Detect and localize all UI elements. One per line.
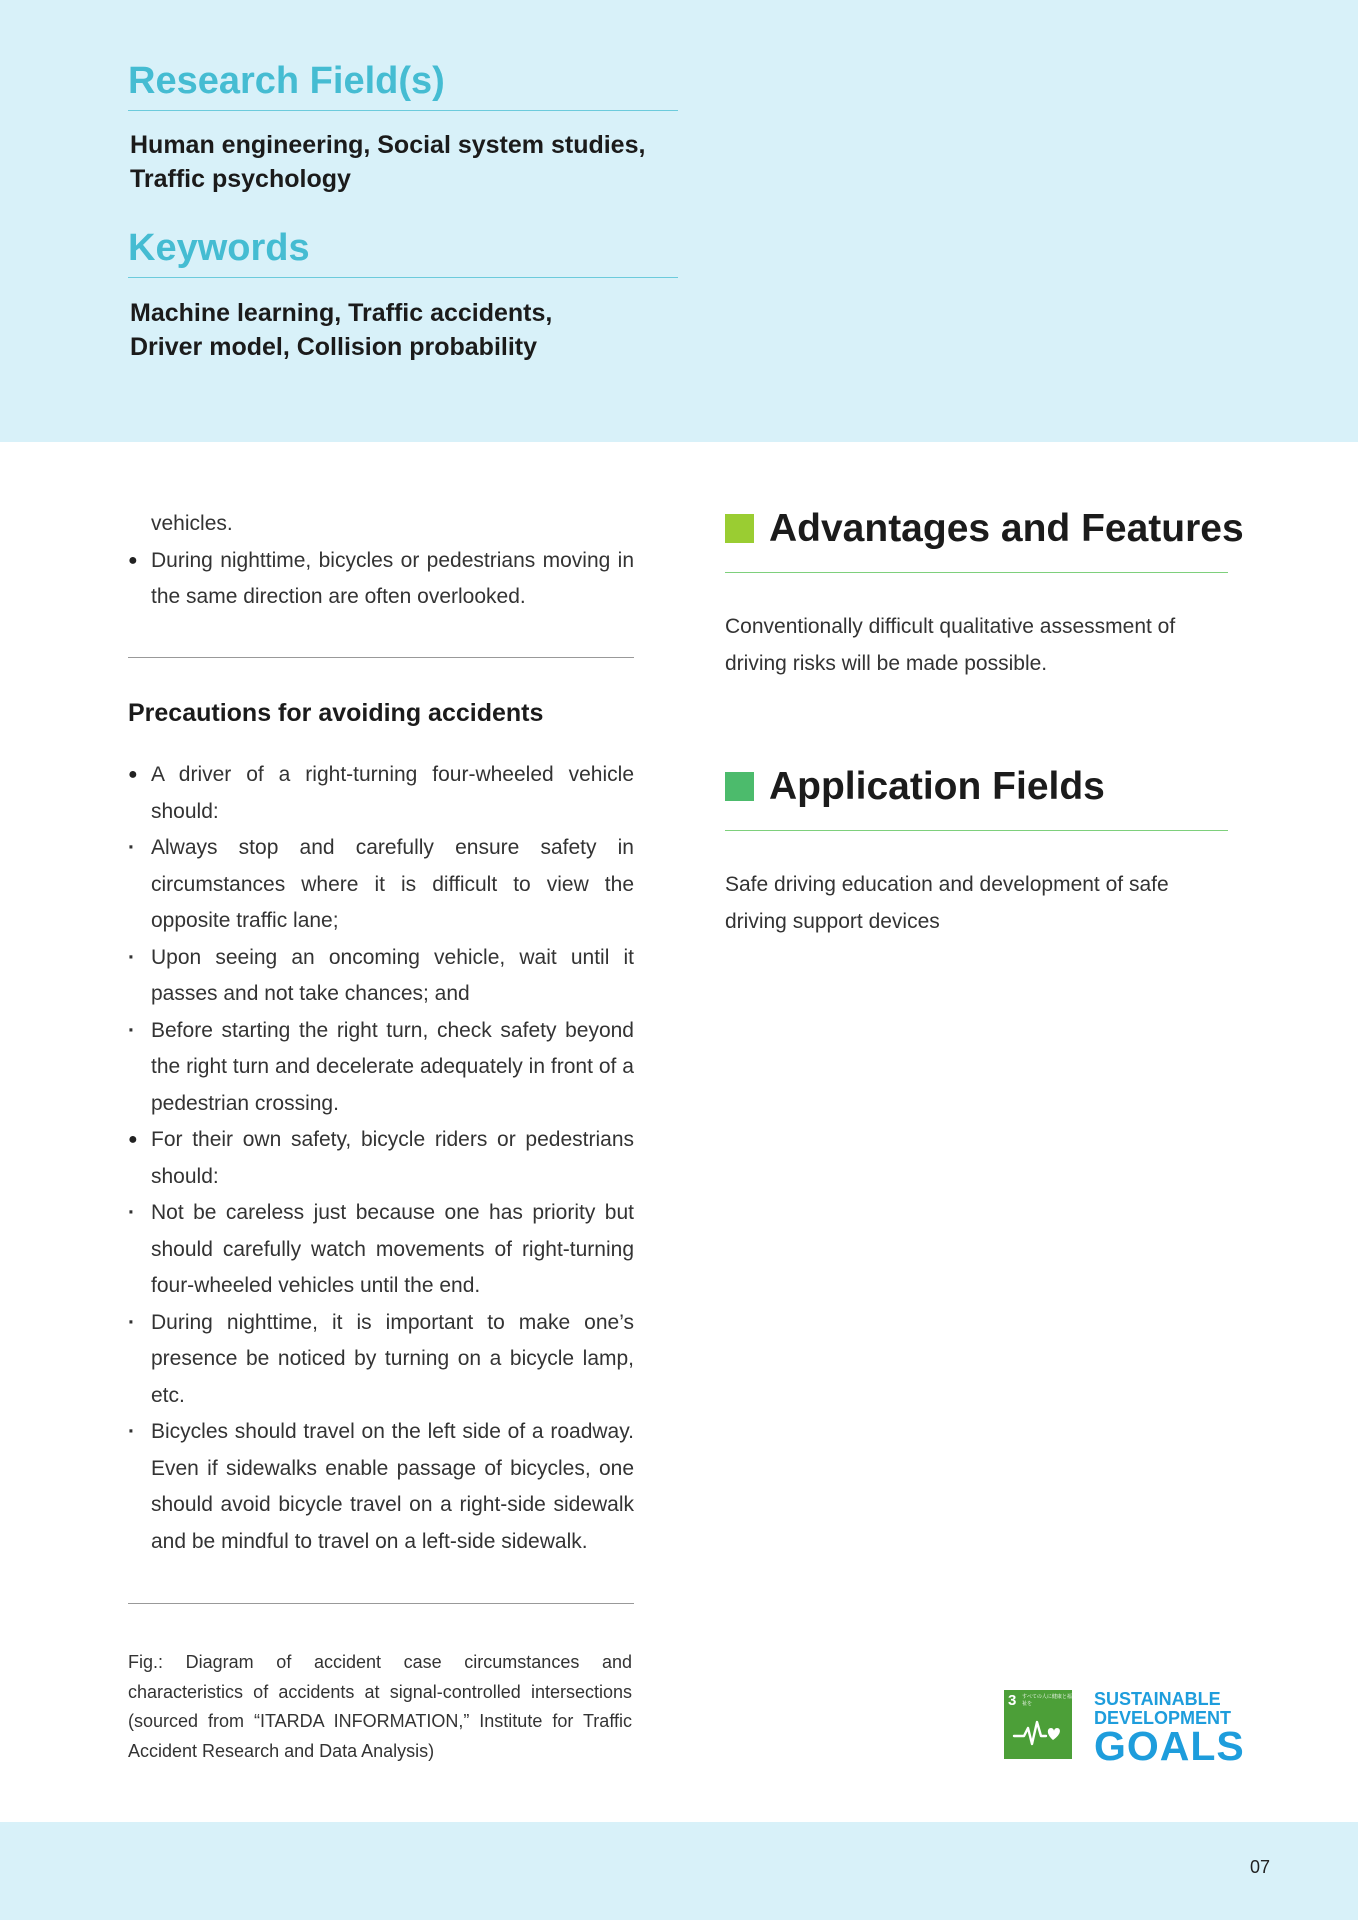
precautions-heading: Precautions for avoiding accidents (128, 699, 544, 727)
sdg-line-1: SUSTAINABLE (1094, 1689, 1221, 1709)
applications-rule (725, 830, 1228, 831)
page-number: 07 (1250, 1857, 1271, 1877)
research-fields-line: Traffic psychology (130, 165, 351, 193)
heartbeat-icon (1012, 1716, 1064, 1748)
footer-band (0, 1822, 1358, 1920)
sdg-goal-label: すべての人に健康と福祉を (1022, 1694, 1072, 1707)
advantages-heading: Advantages and Features (769, 507, 1244, 550)
keywords-text (130, 296, 690, 364)
precaution-item: · Not be careless just because one has priority but should carefully watch movements of right-turning four-wheeled vehicles until the end. (128, 1195, 634, 1305)
divider (128, 657, 634, 658)
applications-section-header (725, 758, 1228, 818)
precaution-group-cyclists: ● For their own safety, bicycle riders or pedestrians should: (128, 1122, 634, 1195)
sdg-badge (1004, 1689, 1245, 1769)
research-fields-text (130, 128, 690, 196)
sdg-goal-number: 3 (1008, 1692, 1017, 1709)
precaution-item: · Always stop and carefully ensure safety in circumstances where it is difficult to view the opposite traffic lane; (128, 830, 634, 940)
precaution-group-driver: ● A driver of a right-turning four-wheeled vehicle should: (128, 757, 634, 830)
research-fields-heading: Research Field(s) (128, 58, 678, 111)
precaution-item: · Upon seeing an oncoming vehicle, wait until it passes and not take chances; and (128, 940, 634, 1013)
advantages-square-icon (725, 514, 754, 543)
carryover-text: vehicles. (151, 512, 233, 535)
keywords-line: Machine learning, Traffic accidents, (130, 299, 553, 327)
divider (128, 1603, 634, 1604)
figure-caption: Fig.: Diagram of accident case circumstances and characteristics of accidents at signal-controlled intersections (sourced from “ITARDA INFORMATION,” Institute for Traffic Accident Research and Data Analysis) (128, 1652, 632, 1761)
precaution-item: · Bicycles should travel on the left side of a roadway. Even if sidewalks enable passage of bicycles, one should avoid bicycle travel on a right-side sidewalk and be mindful to travel on a left-side sidewalk. (128, 1414, 634, 1560)
precaution-item: · Before starting the right turn, check safety beyond the right turn and decelerate adequately in front of a pedestrian crossing. (128, 1013, 634, 1123)
sdg-goal-tile (1004, 1690, 1072, 1759)
carryover-bullet: ● During nighttime, bicycles or pedestrians moving in the same direction are often overlooked. (128, 543, 634, 616)
advantages-section-header (725, 500, 1244, 560)
applications-text: Safe driving education and development of safe driving support devices (725, 873, 1169, 933)
advantages-rule (725, 572, 1228, 573)
keywords-heading: Keywords (128, 225, 678, 278)
applications-heading: Application Fields (769, 765, 1105, 808)
precaution-item: · During nighttime, it is important to make one’s presence be noticed by turning on a bicycle lamp, etc. (128, 1305, 634, 1415)
sdg-line-3: GOALS (1094, 1723, 1245, 1769)
precautions-list (128, 757, 634, 1560)
carryover-block (128, 506, 634, 616)
applications-square-icon (725, 772, 754, 801)
keywords-line: Driver model, Collision probability (130, 333, 538, 361)
advantages-text: Conventionally difficult qualitative assessment of driving risks will be made possible. (725, 615, 1176, 675)
sdg-wordmark (1094, 1689, 1245, 1769)
sdg-line-2: DEVELOPMENT (1094, 1708, 1232, 1728)
research-fields-line: Human engineering, Social system studies, (130, 131, 646, 159)
